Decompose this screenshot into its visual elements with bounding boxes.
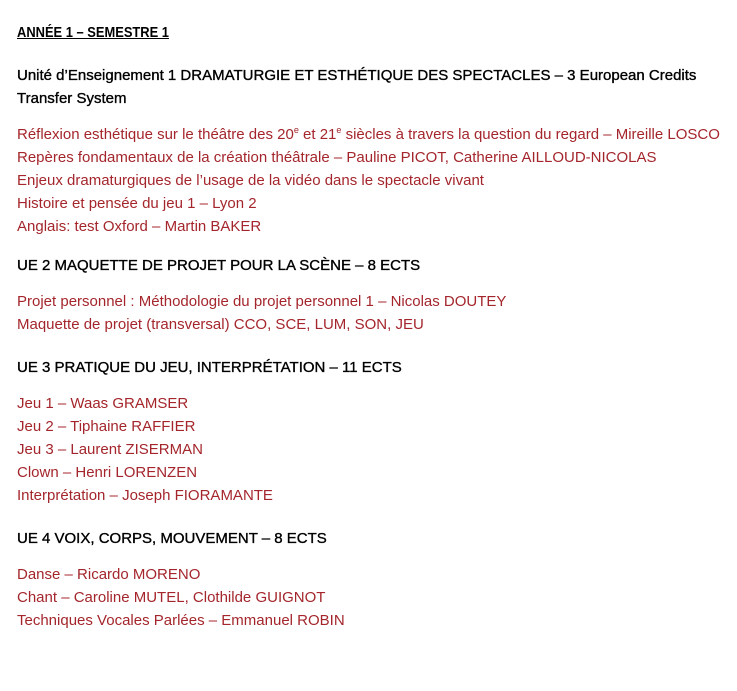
year-title: ANNÉE 1 – SEMESTRE 1 [17,24,169,41]
course-item: Maquette de projet (transversal) CCO, SCE, LUM, SON, JEU [17,316,424,333]
ue2-spacer [17,277,721,290]
course-item: Repères fondamentaux de la création théâtrale – Pauline PICOT, Catherine AILLOUD-NICOLAS [17,149,657,166]
ordinal-superscript: e [293,125,299,135]
ue2-section [17,254,721,336]
ue4-course-list [17,563,721,632]
ue3-spacer [17,379,721,392]
course-item: Jeu 1 – Waas GRAMSER [17,395,189,412]
ue1-course-list [17,123,721,238]
ue4-heading: UE 4 VOIX, CORPS, MOUVEMENT – 8 ECTS [17,530,327,547]
course-item: Jeu 3 – Laurent ZISERMAN [17,441,203,458]
course-item: Danse – Ricardo MORENO [17,566,201,583]
course-item: Techniques Vocales Parlées – Emmanuel ROBIN [17,612,345,629]
ue1-section [17,64,721,238]
ue3-heading: UE 3 PRATIQUE DU JEU, INTERPRÉTATION – 11 ECTS [17,359,402,376]
ue1-heading: Unité d’Enseignement 1 DRAMATURGIE ET ESTHÉTIQUE DES SPECTACLES – 3 European Credits Transfer System [17,67,697,107]
course-item: Anglais: test Oxford – Martin BAKER [17,218,262,235]
course-item [17,123,721,146]
course-item: Chant – Caroline MUTEL, Clothilde GUIGNOT [17,589,326,606]
course-item: Projet personnel : Méthodologie du projet personnel 1 – Nicolas DOUTEY [17,293,507,310]
ue2-heading: UE 2 MAQUETTE DE PROJET POUR LA SCÈNE – 8 ECTS [17,257,421,274]
ue3-course-list [17,392,721,507]
course-text-part: Réflexion esthétique sur le théâtre des 20 [17,126,294,143]
ordinal-superscript: e [336,125,342,135]
course-item: Clown – Henri LORENZEN [17,464,198,481]
course-item: Interprétation – Joseph FIORAMANTE [17,487,273,504]
course-item: Enjeux dramaturgiques de l’usage de la vidéo dans le spectacle vivant [17,172,484,189]
ue4-section [17,527,721,632]
ue2-course-list [17,290,721,336]
ue4-spacer [17,550,721,563]
ue1-spacer [17,110,721,123]
course-item: Histoire et pensée du jeu 1 – Lyon 2 [17,195,257,212]
course-item: Jeu 2 – Tiphaine RAFFIER [17,418,196,435]
course-text-part: et 21 [298,126,337,143]
ue3-section [17,356,721,507]
course-text-part: siècles à travers la question du regard – Mireille LOSCO [341,126,720,143]
